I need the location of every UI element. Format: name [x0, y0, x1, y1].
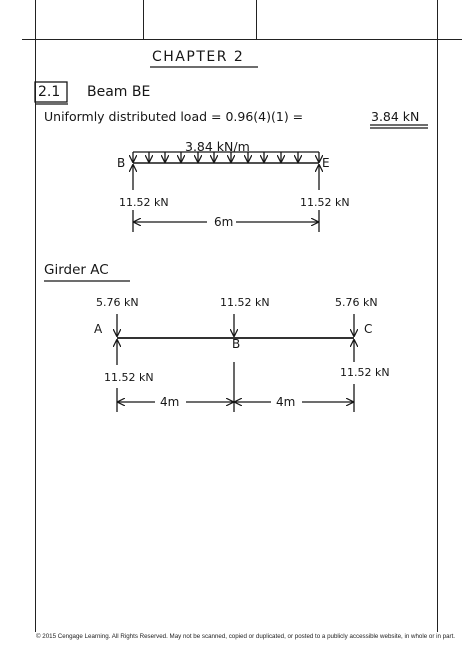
- girder-load-c: 5.76 kN: [335, 296, 378, 309]
- beam-left-reaction: 11.52 kN: [119, 196, 169, 209]
- girder-span-bc: 4m: [276, 395, 296, 409]
- beam-span-label: 6m: [214, 215, 234, 229]
- section-number: 2.1: [38, 84, 61, 100]
- girder-point-a: A: [94, 322, 103, 336]
- beam-heading: Beam BE: [87, 84, 151, 100]
- girder-reaction-a: 11.52 kN: [104, 371, 154, 384]
- girder-point-c: C: [364, 322, 373, 336]
- girder-reaction-c: 11.52 kN: [340, 366, 390, 379]
- udl-arrows: [133, 152, 319, 162]
- beam-end-b: B: [117, 156, 126, 170]
- copyright-footer: © 2015 Cengage Learning. All Rights Reserved. May not be scanned, copied or duplicated, or posted to a publicly accessible website, in whole or in part.: [36, 633, 456, 640]
- beam-load-label: 3.84 kN/m: [185, 139, 250, 154]
- udl-statement: Uniformly distributed load = 0.96(4)(1) =: [44, 109, 304, 124]
- chapter-title: CHAPTER 2: [152, 49, 245, 65]
- girder-load-b: 11.52 kN: [220, 296, 270, 309]
- section-number-box: [35, 82, 67, 102]
- girder-span-ab: 4m: [160, 395, 180, 409]
- udl-result: 3.84 kN: [371, 109, 420, 124]
- beam-right-reaction: 11.52 kN: [300, 196, 350, 209]
- girder-point-b: B: [232, 337, 241, 351]
- girder-heading: Girder AC: [44, 262, 109, 278]
- beam-end-e: E: [322, 156, 330, 170]
- girder-load-a: 5.76 kN: [96, 296, 139, 309]
